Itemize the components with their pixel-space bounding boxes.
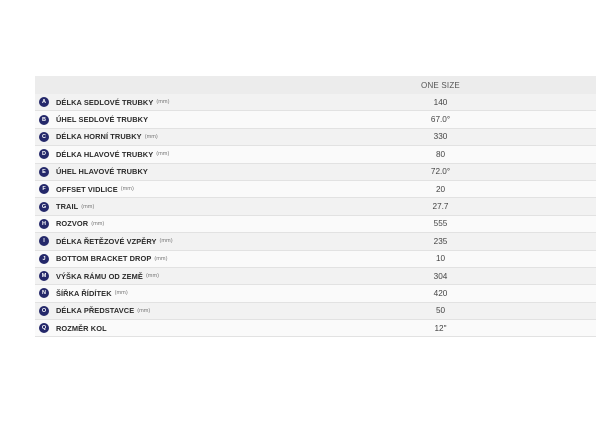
measurement-value: 67.0°: [430, 115, 451, 125]
table-row: [35, 94, 596, 111]
row-label-cell: [35, 97, 285, 107]
letter-badge: Q: [39, 323, 49, 333]
letter-badge: B: [39, 115, 49, 125]
table-header-row: [35, 76, 596, 94]
row-label-cell: [35, 236, 285, 246]
table-row: [35, 216, 596, 233]
measurement-unit: (mm): [156, 151, 170, 158]
letter-badge: O: [39, 306, 49, 316]
measurement-value: 140: [433, 97, 448, 107]
table-row: [35, 233, 596, 250]
table-row: [35, 129, 596, 146]
measurement-value: 420: [433, 288, 448, 298]
row-label-cell: [35, 306, 285, 316]
measurement-unit: (mm): [144, 133, 158, 140]
measurement-name: DÉLKA SEDLOVÉ TRUBKY: [56, 97, 154, 107]
letter-badge: F: [39, 184, 49, 194]
measurement-name: DÉLKA PŘEDSTAVCE: [56, 306, 135, 316]
row-label-cell: [35, 132, 285, 142]
measurement-unit: (mm): [114, 290, 128, 297]
letter-badge: N: [39, 288, 49, 298]
letter-badge: M: [39, 271, 49, 281]
table-row: [35, 181, 596, 198]
measurement-unit: (mm): [81, 203, 95, 210]
table-row: [35, 251, 596, 268]
measurement-unit: (mm): [91, 220, 105, 227]
table-row: [35, 164, 596, 181]
row-label-cell: [35, 202, 285, 212]
table-row: [35, 320, 596, 337]
letter-badge: J: [39, 254, 49, 264]
measurement-name: ÚHEL HLAVOVÉ TRUBKY: [56, 167, 148, 177]
measurement-name: VÝŠKA RÁMU OD ZEMĚ: [56, 271, 143, 281]
row-label-cell: [35, 254, 285, 264]
measurement-name: OFFSET VIDLICE: [56, 184, 118, 194]
letter-badge: I: [39, 236, 49, 246]
measurement-value: 27.7: [432, 202, 449, 212]
measurement-name: ROZVOR: [56, 219, 89, 229]
row-label-cell: [35, 288, 285, 298]
measurement-name: TRAIL: [56, 202, 79, 212]
measurement-name: ŠÍŘKA ŘÍDÍTEK: [56, 288, 112, 298]
measurement-unit: (mm): [154, 255, 168, 262]
size-column-header: ONE SIZE: [421, 80, 460, 90]
measurement-value: 330: [433, 132, 448, 142]
measurement-unit: (mm): [145, 273, 159, 280]
row-label-cell: [35, 219, 285, 229]
measurement-value: 20: [435, 184, 446, 194]
table-row: [35, 268, 596, 285]
row-label-cell: [35, 271, 285, 281]
measurement-value: 12": [434, 323, 447, 333]
row-label-cell: [35, 184, 285, 194]
measurement-unit: (mm): [120, 186, 134, 193]
measurement-name: DÉLKA HORNÍ TRUBKY: [56, 132, 142, 142]
measurement-value: 235: [433, 236, 448, 246]
table-row: [35, 285, 596, 302]
table-row: [35, 111, 596, 128]
letter-badge: C: [39, 132, 49, 142]
measurement-value: 555: [433, 219, 448, 229]
measurement-value: 10: [435, 254, 446, 264]
measurement-value: 72.0°: [430, 167, 451, 177]
letter-badge: G: [39, 202, 49, 212]
letter-badge: A: [39, 97, 49, 107]
table-body: [35, 94, 596, 337]
measurement-name: DÉLKA ŘETĚZOVÉ VZPĚRY: [56, 236, 157, 246]
measurement-unit: (mm): [156, 99, 170, 106]
measurement-value: 304: [433, 271, 448, 281]
row-label-cell: [35, 149, 285, 159]
measurement-value: 50: [435, 306, 446, 316]
measurement-value: 80: [435, 149, 446, 159]
measurement-unit: (mm): [137, 307, 151, 314]
measurement-unit: (mm): [159, 238, 173, 245]
geometry-table: [35, 76, 596, 337]
measurement-name: ÚHEL SEDLOVÉ TRUBKY: [56, 115, 149, 125]
letter-badge: D: [39, 149, 49, 159]
row-label-cell: [35, 167, 285, 177]
table-row: [35, 303, 596, 320]
letter-badge: H: [39, 219, 49, 229]
letter-badge: E: [39, 167, 49, 177]
measurement-name: BOTTOM BRACKET DROP: [56, 254, 152, 264]
measurement-name: DÉLKA HLAVOVÉ TRUBKY: [56, 149, 154, 159]
row-label-cell: [35, 323, 285, 333]
table-row: [35, 146, 596, 163]
measurement-name: ROZMĚR KOL: [56, 323, 107, 333]
row-label-cell: [35, 115, 285, 125]
table-row: [35, 198, 596, 215]
